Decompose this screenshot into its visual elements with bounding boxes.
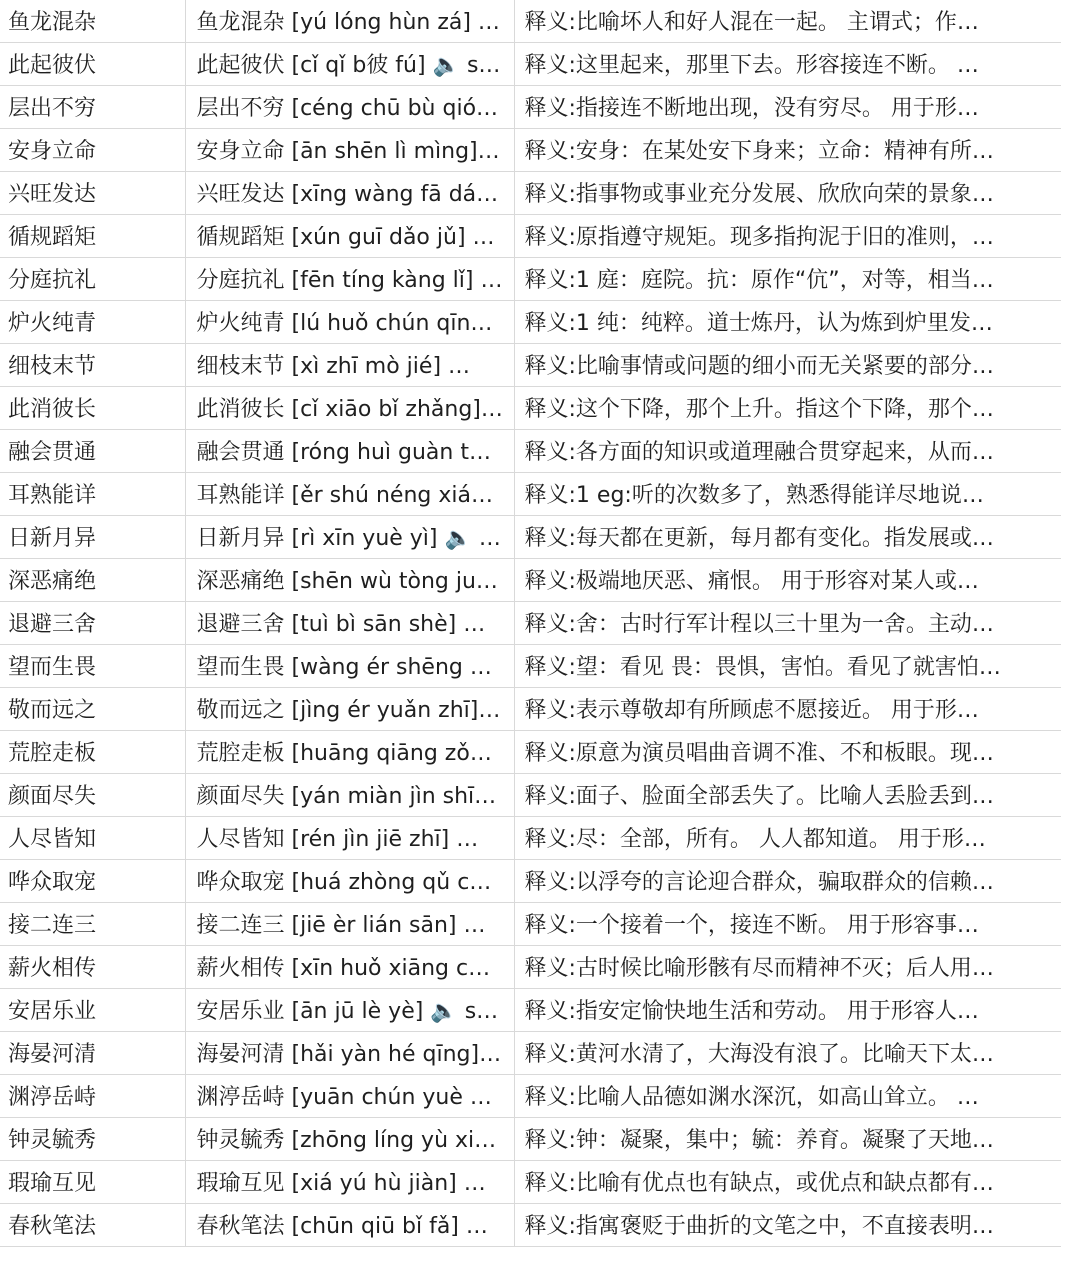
- pinyin-cell[interactable]: 人尽皆知 [rén jìn jiē zhī] …: [185, 816, 514, 859]
- meaning-cell[interactable]: 释义:一个接着一个，接连不断。 用于形容事…: [514, 902, 1061, 945]
- table-row: [0, 128, 1061, 171]
- table-row: [0, 386, 1061, 429]
- idiom-cell[interactable]: 人尽皆知: [0, 816, 185, 859]
- meaning-cell[interactable]: 释义:1 纯：纯粹。道士炼丹，认为炼到炉里发…: [514, 300, 1061, 343]
- meaning-cell[interactable]: 释义:比喻事情或问题的细小而无关紧要的部分…: [514, 343, 1061, 386]
- meaning-cell[interactable]: 释义:每天都在更新，每月都有变化。指发展或…: [514, 515, 1061, 558]
- table-row: [0, 472, 1061, 515]
- idiom-cell[interactable]: 海晏河清: [0, 1031, 185, 1074]
- meaning-cell[interactable]: 释义:指安定愉快地生活和劳动。 用于形容人…: [514, 988, 1061, 1031]
- right-gutter: [1061, 0, 1068, 1266]
- meaning-cell[interactable]: 释义:舍：古时行军计程以三十里为一舍。主动…: [514, 601, 1061, 644]
- table-row: [0, 429, 1061, 472]
- table-row: [0, 171, 1061, 214]
- pinyin-cell[interactable]: 日新月异 [rì xīn yuè yì] 🔈 …: [185, 515, 514, 558]
- pinyin-cell[interactable]: 薪火相传 [xīn huǒ xiāng c…: [185, 945, 514, 988]
- pinyin-cell[interactable]: 炉火纯青 [lú huǒ chún qīn…: [185, 300, 514, 343]
- pinyin-cell[interactable]: 望而生畏 [wàng ér shēng …: [185, 644, 514, 687]
- idiom-cell[interactable]: 日新月异: [0, 515, 185, 558]
- pinyin-cell[interactable]: 耳熟能详 [ěr shú néng xiá…: [185, 472, 514, 515]
- idiom-cell[interactable]: 颜面尽失: [0, 773, 185, 816]
- pinyin-cell[interactable]: 颜面尽失 [yán miàn jìn shī…: [185, 773, 514, 816]
- meaning-cell[interactable]: 释义:原意为演员唱曲音调不准、不和板眼。现…: [514, 730, 1061, 773]
- idiom-cell[interactable]: 兴旺发达: [0, 171, 185, 214]
- pinyin-cell[interactable]: 此消彼长 [cǐ xiāo bǐ zhǎng]…: [185, 386, 514, 429]
- meaning-cell[interactable]: 释义:钟：凝聚，集中；毓：养育。凝聚了天地…: [514, 1117, 1061, 1160]
- idiom-cell[interactable]: 深恶痛绝: [0, 558, 185, 601]
- table-row: [0, 1031, 1061, 1074]
- meaning-cell[interactable]: 释义:比喻人品德如渊水深沉，如高山耸立。 …: [514, 1074, 1061, 1117]
- idiom-cell[interactable]: 钟灵毓秀: [0, 1117, 185, 1160]
- pinyin-cell[interactable]: 荒腔走板 [huāng qiāng zǒ…: [185, 730, 514, 773]
- meaning-cell[interactable]: 释义:尽：全部，所有。 人人都知道。 用于形…: [514, 816, 1061, 859]
- table-row: [0, 773, 1061, 816]
- meaning-cell[interactable]: 释义:以浮夸的言论迎合群众，骗取群众的信赖…: [514, 859, 1061, 902]
- pinyin-cell[interactable]: 分庭抗礼 [fēn tíng kàng lǐ] …: [185, 257, 514, 300]
- idiom-cell[interactable]: 敬而远之: [0, 687, 185, 730]
- idiom-cell[interactable]: 炉火纯青: [0, 300, 185, 343]
- table-row: [0, 1074, 1061, 1117]
- table-row: [0, 257, 1061, 300]
- pinyin-cell[interactable]: 哗众取宠 [huá zhòng qǔ c…: [185, 859, 514, 902]
- idiom-cell[interactable]: 望而生畏: [0, 644, 185, 687]
- pinyin-cell[interactable]: 退避三舍 [tuì bì sān shè] …: [185, 601, 514, 644]
- idiom-cell[interactable]: 荒腔走板: [0, 730, 185, 773]
- idiom-cell[interactable]: 退避三舍: [0, 601, 185, 644]
- table-row: [0, 945, 1061, 988]
- meaning-cell[interactable]: 释义:指寓褒贬于曲折的文笔之中，不直接表明…: [514, 1203, 1061, 1246]
- table-row: [0, 1117, 1061, 1160]
- table-row: [0, 687, 1061, 730]
- pinyin-cell[interactable]: 此起彼伏 [cǐ qǐ b彼 fú] 🔈 s…: [185, 42, 514, 85]
- idiom-cell[interactable]: 渊渟岳峙: [0, 1074, 185, 1117]
- pinyin-cell[interactable]: 接二连三 [jiē èr lián sān] …: [185, 902, 514, 945]
- idiom-cell[interactable]: 循规蹈矩: [0, 214, 185, 257]
- meaning-cell[interactable]: 释义:黄河水清了，大海没有浪了。比喻天下太…: [514, 1031, 1061, 1074]
- table-row: [0, 214, 1061, 257]
- table-row: [0, 0, 1061, 42]
- table-row: [0, 1203, 1061, 1246]
- table-row: [0, 644, 1061, 687]
- pinyin-cell[interactable]: 春秋笔法 [chūn qiū bǐ fǎ] …: [185, 1203, 514, 1246]
- table-row: [0, 859, 1061, 902]
- pinyin-cell[interactable]: 细枝末节 [xì zhī mò jié] …: [185, 343, 514, 386]
- table-row: [0, 601, 1061, 644]
- table-row: [0, 730, 1061, 773]
- table-row: [0, 300, 1061, 343]
- table-row: [0, 902, 1061, 945]
- pinyin-cell[interactable]: 安身立命 [ān shēn lì mìng]…: [185, 128, 514, 171]
- meaning-cell[interactable]: 释义:1 eg:听的次数多了，熟悉得能详尽地说…: [514, 472, 1061, 515]
- table-row: [0, 515, 1061, 558]
- meaning-cell[interactable]: 释义:比喻有优点也有缺点，或优点和缺点都有…: [514, 1160, 1061, 1203]
- table-row: [0, 42, 1061, 85]
- table-row: [0, 558, 1061, 601]
- meaning-cell[interactable]: 释义:1 庭：庭院。抗：原作“伉”，对等，相当…: [514, 257, 1061, 300]
- idiom-cell[interactable]: 春秋笔法: [0, 1203, 185, 1246]
- meaning-cell[interactable]: 释义:这个下降，那个上升。指这个下降，那个…: [514, 386, 1061, 429]
- pinyin-cell[interactable]: 敬而远之 [jìng ér yuǎn zhī]…: [185, 687, 514, 730]
- idiom-cell[interactable]: 接二连三: [0, 902, 185, 945]
- table-row: [0, 1160, 1061, 1203]
- idiom-cell[interactable]: 瑕瑜互见: [0, 1160, 185, 1203]
- idiom-cell[interactable]: 分庭抗礼: [0, 257, 185, 300]
- meaning-cell[interactable]: 释义:望：看见 畏：畏惧，害怕。看见了就害怕…: [514, 644, 1061, 687]
- meaning-cell[interactable]: 释义:指事物或事业充分发展、欣欣向荣的景象…: [514, 171, 1061, 214]
- idiom-cell[interactable]: 哗众取宠: [0, 859, 185, 902]
- table-row: [0, 85, 1061, 128]
- idiom-cell[interactable]: 安居乐业: [0, 988, 185, 1031]
- idiom-cell[interactable]: 此消彼长: [0, 386, 185, 429]
- pinyin-cell[interactable]: 鱼龙混杂 [yú lóng hùn zá] …: [185, 0, 514, 42]
- idiom-cell[interactable]: 鱼龙混杂: [0, 0, 185, 42]
- pinyin-cell[interactable]: 海晏河清 [hǎi yàn hé qīng]…: [185, 1031, 514, 1074]
- idiom-cell[interactable]: 细枝末节: [0, 343, 185, 386]
- table-row: [0, 988, 1061, 1031]
- table-row: [0, 816, 1061, 859]
- meaning-cell[interactable]: 释义:原指遵守规矩。现多指拘泥于旧的准则，…: [514, 214, 1061, 257]
- pinyin-cell[interactable]: 融会贯通 [róng huì guàn t…: [185, 429, 514, 472]
- pinyin-cell[interactable]: 兴旺发达 [xīng wàng fā dá…: [185, 171, 514, 214]
- meaning-cell[interactable]: 释义:表示尊敬却有所顾虑不愿接近。 用于形…: [514, 687, 1061, 730]
- pinyin-cell[interactable]: 钟灵毓秀 [zhōng líng yù xi…: [185, 1117, 514, 1160]
- meaning-cell[interactable]: 释义:指接连不断地出现，没有穷尽。 用于形…: [514, 85, 1061, 128]
- pinyin-cell[interactable]: 瑕瑜互见 [xiá yú hù jiàn] …: [185, 1160, 514, 1203]
- meaning-cell[interactable]: 释义:这里起来，那里下去。形容接连不断。 …: [514, 42, 1061, 85]
- idiom-cell[interactable]: 安身立命: [0, 128, 185, 171]
- idiom-cell[interactable]: 融会贯通: [0, 429, 185, 472]
- meaning-cell[interactable]: 释义:比喻坏人和好人混在一起。 主谓式；作…: [514, 0, 1061, 42]
- pinyin-cell[interactable]: 层出不穷 [céng chū bù qió…: [185, 85, 514, 128]
- idiom-cell[interactable]: 薪火相传: [0, 945, 185, 988]
- meaning-cell[interactable]: 释义:各方面的知识或道理融合贯穿起来，从而…: [514, 429, 1061, 472]
- meaning-cell[interactable]: 释义:安身：在某处安下身来；立命：精神有所…: [514, 128, 1061, 171]
- idiom-cell[interactable]: 耳熟能详: [0, 472, 185, 515]
- meaning-cell[interactable]: 释义:极端地厌恶、痛恨。 用于形容对某人或…: [514, 558, 1061, 601]
- idiom-cell[interactable]: 层出不穷: [0, 85, 185, 128]
- idiom-cell[interactable]: 此起彼伏: [0, 42, 185, 85]
- pinyin-cell[interactable]: 深恶痛绝 [shēn wù tòng ju…: [185, 558, 514, 601]
- meaning-cell[interactable]: 释义:面子、脸面全部丢失了。比喻人丢脸丢到…: [514, 773, 1061, 816]
- pinyin-cell[interactable]: 渊渟岳峙 [yuān chún yuè …: [185, 1074, 514, 1117]
- table-row: [0, 343, 1061, 386]
- pinyin-cell[interactable]: 循规蹈矩 [xún guī dǎo jǔ] …: [185, 214, 514, 257]
- meaning-cell[interactable]: 释义:古时候比喻形骸有尽而精神不灭；后人用…: [514, 945, 1061, 988]
- pinyin-cell[interactable]: 安居乐业 [ān jū lè yè] 🔈 s…: [185, 988, 514, 1031]
